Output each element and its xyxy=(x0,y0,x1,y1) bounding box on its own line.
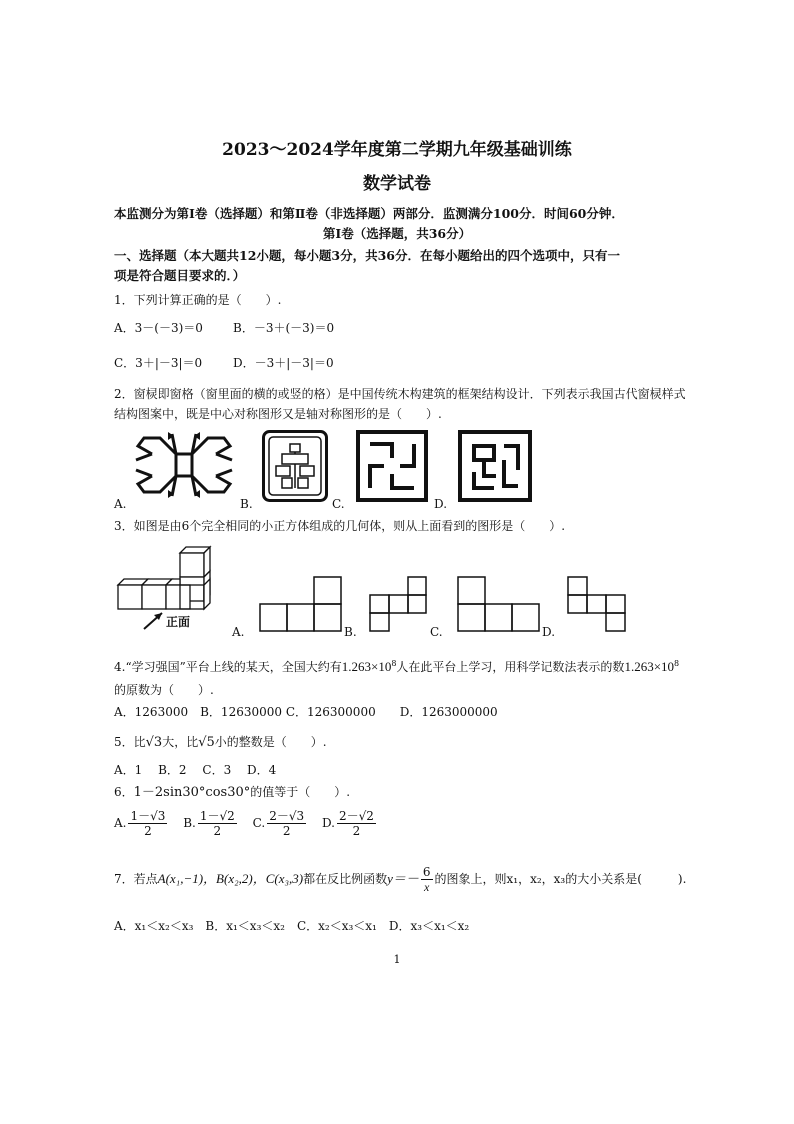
q4-number: 1.263×10 xyxy=(341,659,392,674)
q6-fraction-a xyxy=(128,809,167,838)
q6-expression: 1－2sin30°cos30° xyxy=(133,785,251,800)
q6-numerator-a: 1－√3 xyxy=(130,809,166,823)
q6-label-d: D. xyxy=(321,816,335,830)
q7-function-numerator: 6 xyxy=(422,865,431,879)
q7-text-b: 都在反比例函数 xyxy=(303,872,388,886)
q6-fraction-b xyxy=(198,809,237,838)
q5-sqrt5: √5 xyxy=(198,735,215,750)
q6-text-a: 6． xyxy=(114,785,134,799)
exam-intro: 本监测分为第Ⅰ卷（选择题）和第Ⅱ卷（非选择题）两部分．监测满分100分．时间60分钟． xyxy=(114,206,624,221)
q2-label-b[interactable]: B. xyxy=(240,497,253,511)
q6-option-a[interactable] xyxy=(114,809,169,838)
q6-label-b: B. xyxy=(183,816,196,830)
q3-stem: 3．如图是由6个完全相同的小正方体组成的几何体，则从上面看到的图形是（ ）. xyxy=(114,519,566,533)
q4-stem-line2: 的原数为（ ）. xyxy=(114,683,214,697)
q6-option-b[interactable] xyxy=(183,809,239,838)
q6-numerator-c: 2－√3 xyxy=(269,809,305,823)
q7-function-denominator: x xyxy=(424,880,430,894)
q6-options xyxy=(114,808,378,842)
q2-label-c[interactable]: C. xyxy=(332,497,345,511)
q6-fraction-d xyxy=(337,809,376,838)
q6-stem xyxy=(114,784,350,801)
q1-option-c[interactable]: C．3＋|－3|＝0 xyxy=(114,356,203,370)
q4-exponent: 8 xyxy=(391,659,397,668)
q4-options[interactable]: A．1263000 B．12630000 C．126300000 D．1263000000 xyxy=(114,705,498,719)
q4-exponent-repeat: 8 xyxy=(674,659,680,668)
q3-option-b-figure xyxy=(368,575,428,633)
q6-denominator-b: 2 xyxy=(213,824,222,838)
q6-numerator-d: 2－√2 xyxy=(338,809,374,823)
q7-text-c: 的图象上，则x₁，x₂，x₃的大小关系是( ). xyxy=(434,872,687,886)
q2-figure-a xyxy=(134,430,234,500)
q2-label-a[interactable]: A. xyxy=(114,497,127,511)
q6-text-b: 的值等于（ ）. xyxy=(250,785,351,799)
q5-text-b: 大，比 xyxy=(162,735,199,749)
q6-label-c: C. xyxy=(252,816,266,830)
q3-label-c[interactable]: C. xyxy=(430,625,443,639)
q7-function-fraction xyxy=(421,865,433,894)
q6-label-a: A. xyxy=(114,816,127,830)
q2-figure-b xyxy=(262,430,328,502)
q3-option-a-figure xyxy=(258,575,342,633)
q3-front-label: 正面 xyxy=(166,615,191,629)
q6-option-c[interactable] xyxy=(252,809,309,838)
q1-stem: 1．下列计算正确的是（ ）. xyxy=(114,293,282,307)
q3-option-c-figure xyxy=(456,575,540,633)
q3-option-d-figure xyxy=(566,575,628,633)
q2-label-d[interactable]: D. xyxy=(434,497,448,511)
q6-denominator-d: 2 xyxy=(352,824,361,838)
q7-text-a: 7．若点 xyxy=(114,872,158,886)
q5-sqrt3: √3 xyxy=(145,735,163,750)
q7-stem xyxy=(114,864,686,898)
q4-stem-line1 xyxy=(114,656,679,675)
q2-figure-c xyxy=(356,430,428,502)
section-heading-line2: 项是符合题目要求的．） xyxy=(114,268,246,283)
volume-heading: 第Ⅰ卷（选择题，共36分） xyxy=(322,226,472,241)
q6-numerator-b: 1－√2 xyxy=(199,809,235,823)
page-number: 1 xyxy=(393,953,401,966)
q1-option-b[interactable]: B．－3＋(－3)＝0 xyxy=(233,321,335,335)
q5-options[interactable]: A．1 B．2 C．3 D．4 xyxy=(114,763,277,777)
q3-label-d[interactable]: D. xyxy=(542,625,556,639)
q6-option-d[interactable] xyxy=(321,809,378,838)
q3-label-a[interactable]: A. xyxy=(232,625,245,639)
q7-points: A(x₁,−1)，B(x₂,2)，C(x₃,3) xyxy=(157,871,304,886)
q2-figure-d xyxy=(458,430,532,502)
q4-number-repeat: 1.263×10 xyxy=(624,659,675,674)
q1-option-d[interactable]: D．－3＋|－3|＝0 xyxy=(233,356,334,370)
q5-text-a: 5．比 xyxy=(114,735,146,749)
q6-denominator-a: 2 xyxy=(144,824,152,838)
q4-text-a: 4.“学习强国”平台上线的某天，全国大约有 xyxy=(114,660,342,674)
q5-stem xyxy=(114,734,327,751)
q5-text-c: 小的整数是（ ）. xyxy=(214,735,327,749)
q6-fraction-c xyxy=(267,809,306,838)
q7-function-lhs: y＝－ xyxy=(387,871,419,886)
section-heading-line1: 一、选择题（本大题共12小题，每小题3分，共36分．在每小题给出的四个选项中，只有一 xyxy=(114,248,620,263)
q7-options[interactable]: A．x₁＜x₂＜x₃ B．x₁＜x₃＜x₂ C．x₂＜x₃＜x₁ D．x₃＜x₁＜x₂ xyxy=(114,919,470,933)
q1-option-a[interactable]: A．3－(－3)＝0 xyxy=(114,321,203,335)
q6-denominator-c: 2 xyxy=(282,824,291,838)
q4-text-b: 人在此平台上学习，用科学记数法表示的数 xyxy=(396,660,625,674)
q3-label-b[interactable]: B. xyxy=(344,625,357,639)
q2-stem-line1: 2．窗棂即窗格（窗里面的横的或竖的格）是中国传统木构建筑的框架结构设计．下列表示我国古代窗棂样式 xyxy=(114,387,686,401)
q2-stem-line2: 结构图案中，既是中心对称图形又是轴对称图形的是（ ）. xyxy=(114,407,442,421)
exam-title: 2023～2024学年度第二学期九年级基础训练 xyxy=(222,140,572,160)
exam-subtitle: 数学试卷 xyxy=(363,174,431,194)
